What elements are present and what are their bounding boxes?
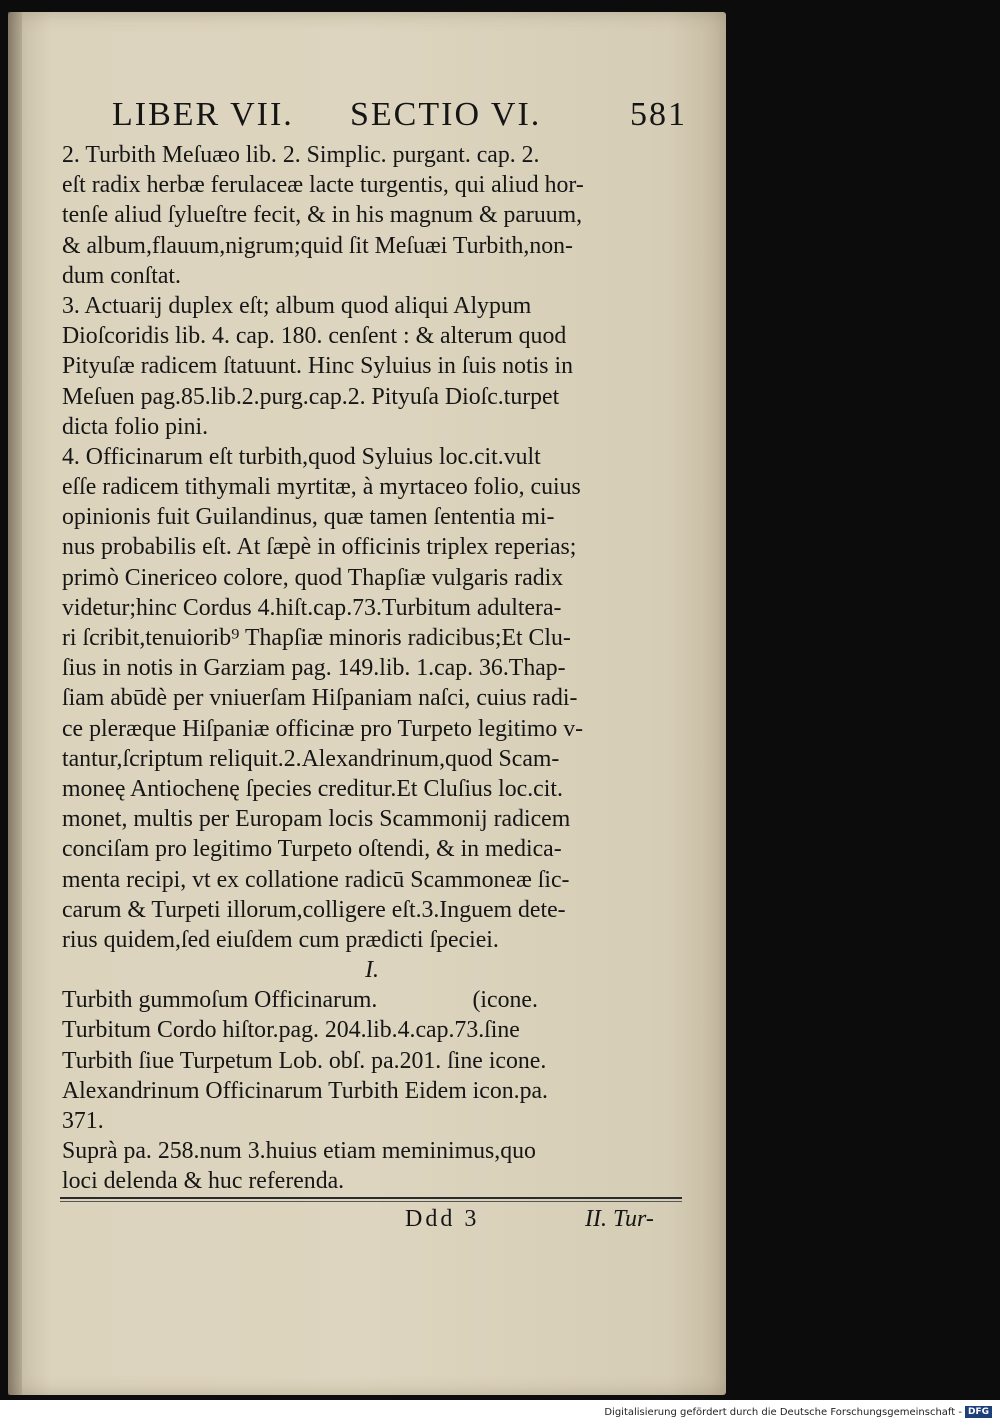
signature-mark: Ddd 3 bbox=[405, 1206, 480, 1232]
synonym-line: Turbith gummoſum Officinarum. (icone. bbox=[62, 987, 538, 1014]
text-line: conciſam pro legitimo Turpeto oſtendi, & in medica- bbox=[62, 836, 562, 863]
text-line: moneę Antiochenę ſpecies creditur.Et Cluſius loc.cit. bbox=[62, 775, 563, 802]
synonym-line: Suprà pa. 258.num 3.huius etiam meminimus,quo bbox=[62, 1138, 536, 1165]
text-line: menta recipi, vt ex collatione radicū Scammoneæ ſic- bbox=[62, 866, 570, 893]
catchword: II. Tur- bbox=[585, 1206, 654, 1232]
synonym-line: Alexandrinum Officinarum Turbith Eidem icon.pa. bbox=[62, 1077, 548, 1104]
header-section: SECTIO VI. bbox=[350, 96, 542, 133]
text-line: & album,flauum,nigrum;quid ſit Meſuæi Turbith,non- bbox=[62, 232, 573, 259]
text-line: dum conſtat. bbox=[62, 262, 181, 289]
text-line: 2. Turbith Meſuæo lib. 2. Simplic. purgant. cap. 2. bbox=[62, 142, 540, 168]
text-line: Meſuen pag.85.lib.2.purg.cap.2. Pityuſa Dioſc.turpet bbox=[62, 383, 560, 410]
credit-text: Digitalisierung gefördert durch die Deutsche Forschungsgemeinschaft - bbox=[604, 1406, 962, 1418]
page-number: 581 bbox=[630, 96, 687, 133]
text-line: Pityuſæ radicem ſtatuunt. Hinc Syluius in ſuis notis in bbox=[62, 353, 573, 380]
text-line: Dioſcoridis lib. 4. cap. 180. cenſent : & alterum quod bbox=[62, 323, 567, 350]
digitization-credit bbox=[604, 1403, 992, 1421]
text-line: tenſe aliud ſylueſtre fecit, & in his magnum & paruum, bbox=[62, 202, 583, 229]
header-book: LIBER VII. bbox=[112, 96, 294, 133]
text-line: ſiam abūdè per vniuerſam Hiſpaniam naſci, cuius radi- bbox=[62, 685, 578, 712]
text-line: eſſe radicem tithymali myrtitæ, à myrtaceo folio, cuius bbox=[62, 474, 581, 501]
text-line: ce pleræque Hiſpaniæ officinæ pro Turpeto legitimo v- bbox=[62, 715, 584, 742]
main-text bbox=[62, 140, 682, 1197]
synonym-line: Turbitum Cordo hiſtor.pag. 204.lib.4.cap.73.ſine bbox=[62, 1017, 520, 1044]
text-line: ſius in notis in Garziam pag. 149.lib. 1.cap. 36.Thap- bbox=[62, 655, 566, 682]
text-line: 3. Actuarij duplex eſt; album quod aliqui Alypum bbox=[62, 292, 532, 319]
text-line: eſt radix herbæ ferulaceæ lacte turgentis, qui aliud hor- bbox=[62, 172, 584, 199]
text-line: carum & Turpeti illorum,colligere eſt.3.Inguem dete- bbox=[62, 896, 566, 923]
text-line: primò Cinericeo colore, quod Thapſiæ vulgaris radix bbox=[62, 564, 564, 591]
footer-rule bbox=[60, 1197, 682, 1199]
running-header bbox=[112, 96, 687, 140]
synonym-line: loci delenda & huc referenda. bbox=[62, 1168, 345, 1195]
text-line: monet, multis per Europam locis Scammonij radicem bbox=[62, 806, 571, 833]
synonym-heading: I. bbox=[365, 957, 379, 984]
synonym-line: Turbith ſiue Turpetum Lob. obſ. pa.201. ſine icone. bbox=[62, 1047, 547, 1074]
text-line: opinionis fuit Guilandinus, quæ tamen ſententia mi- bbox=[62, 504, 555, 531]
text-line: videtur;hinc Cordus 4.hiſt.cap.73.Turbitum adultera- bbox=[62, 594, 562, 621]
footer-rule-thin bbox=[60, 1201, 682, 1202]
text-line: 4. Officinarum eſt turbith,quod Syluius loc.cit.vult bbox=[62, 443, 541, 470]
text-line: tantur,ſcriptum reliquit.2.Alexandrinum,quod Scam- bbox=[62, 745, 560, 772]
synonym-line: 371. bbox=[62, 1108, 104, 1134]
text-line: rius quidem,ſed eiuſdem cum prædicti ſpeciei. bbox=[62, 926, 499, 953]
text-line: dicta folio pini. bbox=[62, 413, 209, 440]
page-gutter-edge bbox=[8, 12, 22, 1395]
text-line: nus probabilis eſt. At ſæpè in officinis triplex reperias; bbox=[62, 534, 577, 561]
text-line: ri ſcribit,tenuiorib⁹ Thapſiæ minoris radicibus;Et Clu- bbox=[62, 625, 571, 651]
dfg-logo: DFG bbox=[965, 1406, 992, 1418]
